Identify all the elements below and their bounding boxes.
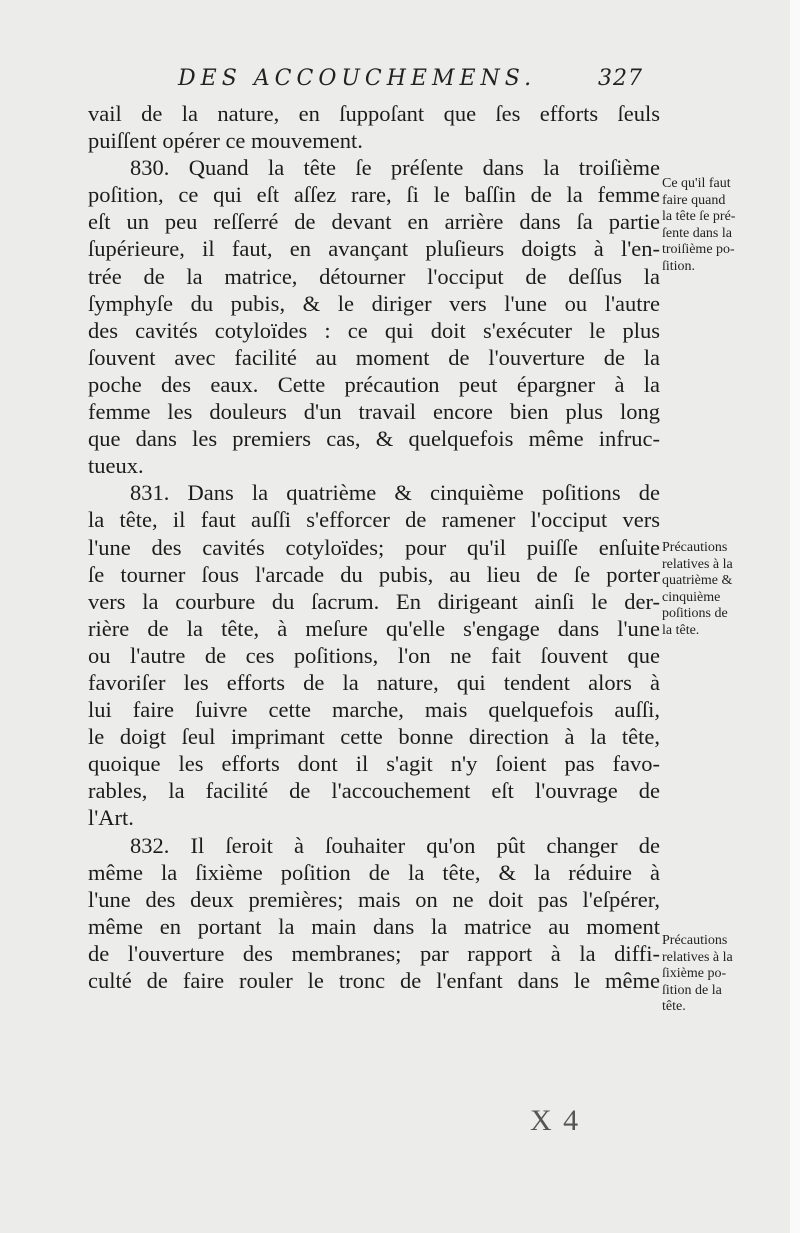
text-line: tueux. <box>88 453 144 479</box>
margin-note-line: la tête ſe pré- <box>662 209 736 224</box>
text-line: vers la courbure du ſacrum. En dirigeant ainſi le der- <box>88 588 660 614</box>
margin-note-830 <box>662 176 792 275</box>
margin-note-831 <box>662 540 792 639</box>
margin-note-line: ſixième po- <box>662 966 727 981</box>
margin-note-line: ſition. <box>662 258 696 274</box>
margin-note-line: troiſième po- <box>662 242 735 257</box>
signature-mark: X 4 <box>530 1104 581 1137</box>
text-line: lui faire ſuivre cette marche, mais quelquefois auſſi, <box>88 697 660 723</box>
text-line: ſymphyſe du pubis, & le diriger vers l'une ou l'autre <box>88 290 660 316</box>
text-line: des cavités cotyloïdes : ce qui doit s'exécuter le plus <box>88 317 660 343</box>
text-line: l'Art. <box>88 805 134 831</box>
paragraph-832-start: 832. Il ſeroit à ſouhaiter qu'on pût changer de <box>130 832 660 858</box>
margin-note-line: la tête. <box>662 622 700 638</box>
text-line: poſition, ce qui eſt aſſez rare, ſi le baſſin de la femme <box>88 182 660 208</box>
margin-note-line: poſitions de <box>662 606 728 621</box>
text-line: favoriſer les efforts de la nature, qui tendent alors à <box>88 669 660 695</box>
text-line: quoique les efforts dont il s'agit n'y ſoient pas favo- <box>88 751 660 777</box>
text-line: puiſſent opérer ce mouvement. <box>88 128 363 154</box>
running-title: DES ACCOUCHEMENS. <box>178 66 537 91</box>
main-text <box>88 100 660 994</box>
text-line: l'une des deux premières; mais on ne doit pas l'eſpérer, <box>88 886 660 912</box>
margin-note-line: Ce qu'il faut <box>662 176 731 191</box>
text-line: ſupérieure, il faut, en avançant pluſieurs doigts à l'en- <box>88 236 660 262</box>
margin-note-832 <box>662 933 792 1016</box>
text-line: que dans les premiers cas, & quelquefois même infruc- <box>88 426 660 452</box>
text-line: rables, la facilité de l'accouchement eſt l'ouvrage de <box>88 778 660 804</box>
margin-note-line: Précautions <box>662 540 728 555</box>
margin-note-line: relatives à la <box>662 949 733 965</box>
text-line: le doigt ſeul imprimant cette bonne direction à la tête, <box>88 724 660 750</box>
paragraph-830-start: 830. Quand la tête ſe préſente dans la troiſième <box>130 155 660 181</box>
text-line: femme les douleurs d'un travail encore bien plus long <box>88 399 660 425</box>
margin-note-line: ſente dans la <box>662 225 732 241</box>
text-line: culté de faire rouler le tronc de l'enfant dans le même <box>88 968 660 993</box>
text-line: la tête, il faut auſſi s'efforcer de ramener l'occiput vers <box>88 507 660 533</box>
running-header <box>178 66 658 96</box>
text-line: même en portant la main dans la matrice au moment <box>88 913 660 939</box>
margin-note-line: ſition de la <box>662 982 722 998</box>
margin-note-line: quatrième & <box>662 573 733 588</box>
margin-note-line: faire quand <box>662 192 726 208</box>
text-line: même la ſixième poſition de la tête, & la réduire à <box>88 859 660 885</box>
text-line: rière de la tête, à meſure qu'elle s'engage dans l'une <box>88 615 660 641</box>
text-line: trée de la matrice, détourner l'occiput de deſſus la <box>88 263 660 289</box>
margin-note-line: cinquième <box>662 589 721 605</box>
text-line: de l'ouverture des membranes; par rapport à la diffi- <box>88 940 660 966</box>
text-line: eſt un peu reſſerré de devant en arrière dans ſa partie <box>88 209 660 235</box>
text-line: l'une des cavités cotyloïdes; pour qu'il puiſſe enſuite <box>88 534 660 560</box>
text-line: vail de la nature, en ſuppoſant que ſes efforts ſeuls <box>88 101 660 126</box>
margin-note-line: tête. <box>662 999 686 1014</box>
text-line: ſe tourner ſous l'arcade du pubis, au lieu de ſe porter <box>88 561 660 587</box>
margin-note-line: relatives à la <box>662 556 733 572</box>
paragraph-831-start: 831. Dans la quatrième & cinquième poſitions de <box>130 480 660 506</box>
text-line: ſouvent avec facilité au moment de l'ouverture de la <box>88 344 660 370</box>
text-line: ou l'autre de ces poſitions, l'on ne fait ſouvent que <box>88 642 660 668</box>
text-line: poche des eaux. Cette précaution peut épargner à la <box>88 371 660 397</box>
page-number: 327 <box>598 66 643 91</box>
margin-note-line: Précautions <box>662 933 728 948</box>
